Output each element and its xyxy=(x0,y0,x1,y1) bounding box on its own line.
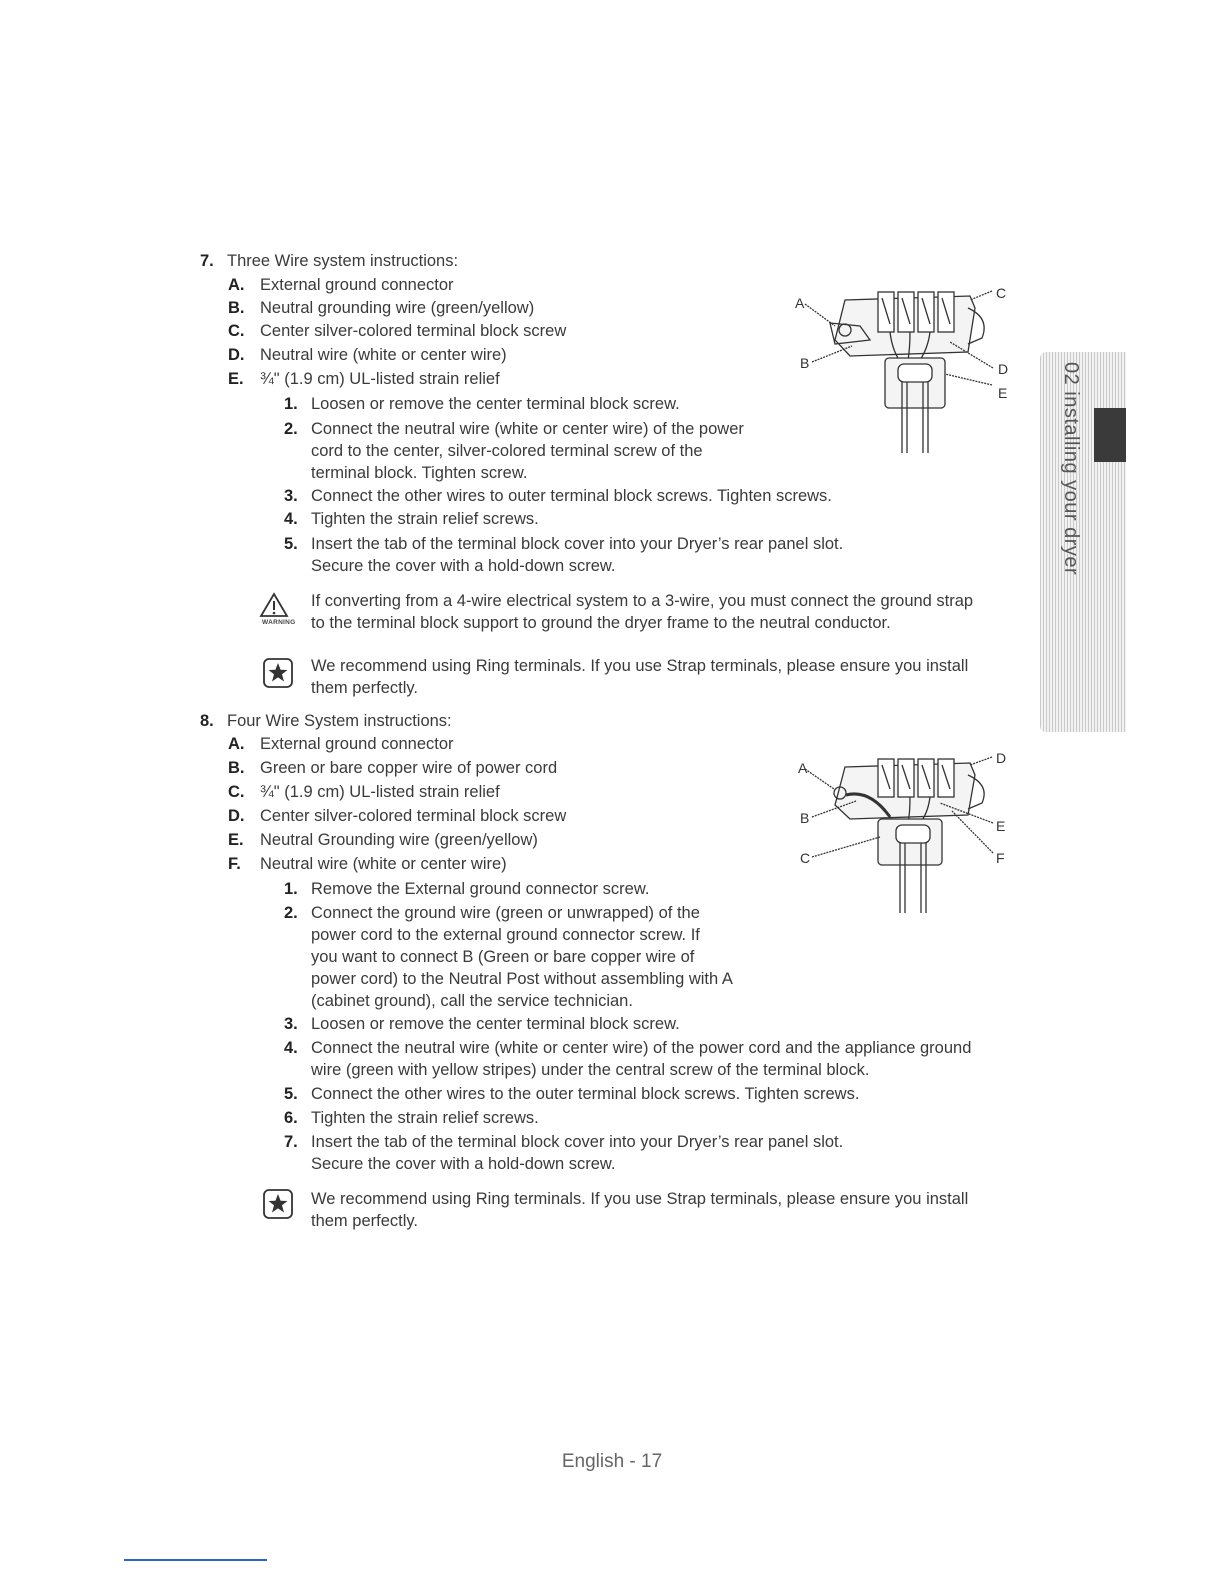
step-number: 7. xyxy=(284,1133,298,1151)
part-text: Neutral grounding wire (green/yellow) xyxy=(260,299,535,317)
section-title: Three Wire system instructions: xyxy=(227,252,459,270)
note-icon xyxy=(262,657,294,689)
warning-text: If converting from a 4-wire electrical system to a 3-wire, you must connect the ground strap xyxy=(311,592,974,610)
part-letter: D. xyxy=(228,346,245,364)
page-footer: English - 17 xyxy=(561,1451,663,1472)
part-letter: E. xyxy=(228,370,244,388)
part-text: External ground connector xyxy=(260,735,454,753)
part-letter: D. xyxy=(228,807,245,825)
step-number: 5. xyxy=(284,1085,298,1103)
step-number: 4. xyxy=(284,510,298,528)
diagram-label: E xyxy=(996,818,1006,834)
step-text: you want to connect B (Green or bare copper wire of xyxy=(311,948,695,966)
step-number: 5. xyxy=(284,535,298,553)
chapter-side-tab-marker xyxy=(1094,408,1126,462)
section-title: Four Wire System instructions: xyxy=(227,712,452,730)
step-text: Connect the ground wire (green or unwrapped) of the xyxy=(311,904,700,922)
step-number: 3. xyxy=(284,487,298,505)
part-text: Center silver-colored terminal block screw xyxy=(260,807,567,825)
diagram-label: C xyxy=(800,850,811,866)
diagram-label: D xyxy=(996,750,1007,766)
step-text: Insert the tab of the terminal block cover into your Dryer’s rear panel slot. xyxy=(311,535,844,553)
step-text: cord to the center, silver-colored terminal screw of the xyxy=(311,442,703,460)
part-letter: C. xyxy=(228,322,245,340)
step-text: wire (green with yellow stripes) under the central screw of the terminal block. xyxy=(311,1061,870,1079)
part-text: Neutral wire (white or center wire) xyxy=(260,346,507,364)
note-icon xyxy=(262,1188,294,1220)
part-text: ¾" (1.9 cm) UL-listed strain relief xyxy=(260,783,500,801)
part-text: Green or bare copper wire of power cord xyxy=(260,759,558,777)
part-letter: A. xyxy=(228,735,245,753)
diagram-label: B xyxy=(800,355,810,371)
step-text: power cord to the external ground connector screw. If xyxy=(311,926,700,944)
step-text: Connect the other wires to outer terminal block screws. Tighten screws. xyxy=(311,487,832,505)
part-letter: B. xyxy=(228,299,245,317)
step-text: Connect the other wires to the outer terminal block screws. Tighten screws. xyxy=(311,1085,860,1103)
diagram-label: A xyxy=(795,295,805,311)
diagram-label: E xyxy=(998,385,1008,401)
part-text: External ground connector xyxy=(260,276,454,294)
step-number: 6. xyxy=(284,1109,298,1127)
step-text: Loosen or remove the center terminal block screw. xyxy=(311,395,680,413)
step-text: Loosen or remove the center terminal block screw. xyxy=(311,1015,680,1033)
part-text: Center silver-colored terminal block screw xyxy=(260,322,567,340)
step-text: Insert the tab of the terminal block cover into your Dryer’s rear panel slot. xyxy=(311,1133,844,1151)
step-text: Secure the cover with a hold-down screw. xyxy=(311,1155,616,1173)
step-number: 2. xyxy=(284,904,298,922)
step-text: Connect the neutral wire (white or center wire) of the power xyxy=(311,420,744,438)
step-text: terminal block. Tighten screw. xyxy=(311,464,528,482)
step-text: Tighten the strain relief screws. xyxy=(311,510,539,528)
section-number: 8. xyxy=(200,712,214,730)
part-letter: B. xyxy=(228,759,245,777)
part-text: Neutral Grounding wire (green/yellow) xyxy=(260,831,538,849)
part-letter: C. xyxy=(228,783,245,801)
step-number: 4. xyxy=(284,1039,298,1057)
step-text: Connect the neutral wire (white or center wire) of the power cord and the appliance ground xyxy=(311,1039,972,1057)
section-number: 7. xyxy=(200,252,214,270)
four-wire-terminal-diagram xyxy=(790,745,1020,920)
step-number: 3. xyxy=(284,1015,298,1033)
part-letter: E. xyxy=(228,831,244,849)
note-text: We recommend using Ring terminals. If you use Strap terminals, please ensure you install xyxy=(311,1190,969,1208)
step-text: power cord) to the Neutral Post without assembling with A xyxy=(311,970,733,988)
step-text: Tighten the strain relief screws. xyxy=(311,1109,539,1127)
diagram-label: B xyxy=(800,810,810,826)
step-number: 2. xyxy=(284,420,298,438)
part-text: Neutral wire (white or center wire) xyxy=(260,855,507,873)
part-letter: F. xyxy=(228,855,241,873)
chapter-side-tab-label: 02 installing your dryer xyxy=(1060,362,1082,576)
warning-text: to the terminal block support to ground the dryer frame to the neutral conductor. xyxy=(311,614,891,632)
part-text: ¾" (1.9 cm) UL-listed strain relief xyxy=(260,370,500,388)
diagram-label: F xyxy=(996,850,1005,866)
note-text: them perfectly. xyxy=(311,679,418,697)
footer-rule xyxy=(124,1559,267,1561)
warning-icon xyxy=(259,592,289,618)
part-letter: A. xyxy=(228,276,245,294)
three-wire-terminal-diagram xyxy=(790,278,1020,463)
step-text: Secure the cover with a hold-down screw. xyxy=(311,557,616,575)
diagram-label: A xyxy=(798,760,808,776)
note-text: them perfectly. xyxy=(311,1212,418,1230)
step-text: (cabinet ground), call the service technician. xyxy=(311,992,633,1010)
step-text: Remove the External ground connector screw. xyxy=(311,880,650,898)
note-text: We recommend using Ring terminals. If you use Strap terminals, please ensure you install xyxy=(311,657,969,675)
warning-label: WARNING xyxy=(262,619,296,626)
diagram-label: C xyxy=(996,285,1007,301)
diagram-label: D xyxy=(998,361,1009,377)
step-number: 1. xyxy=(284,395,298,413)
step-number: 1. xyxy=(284,880,298,898)
